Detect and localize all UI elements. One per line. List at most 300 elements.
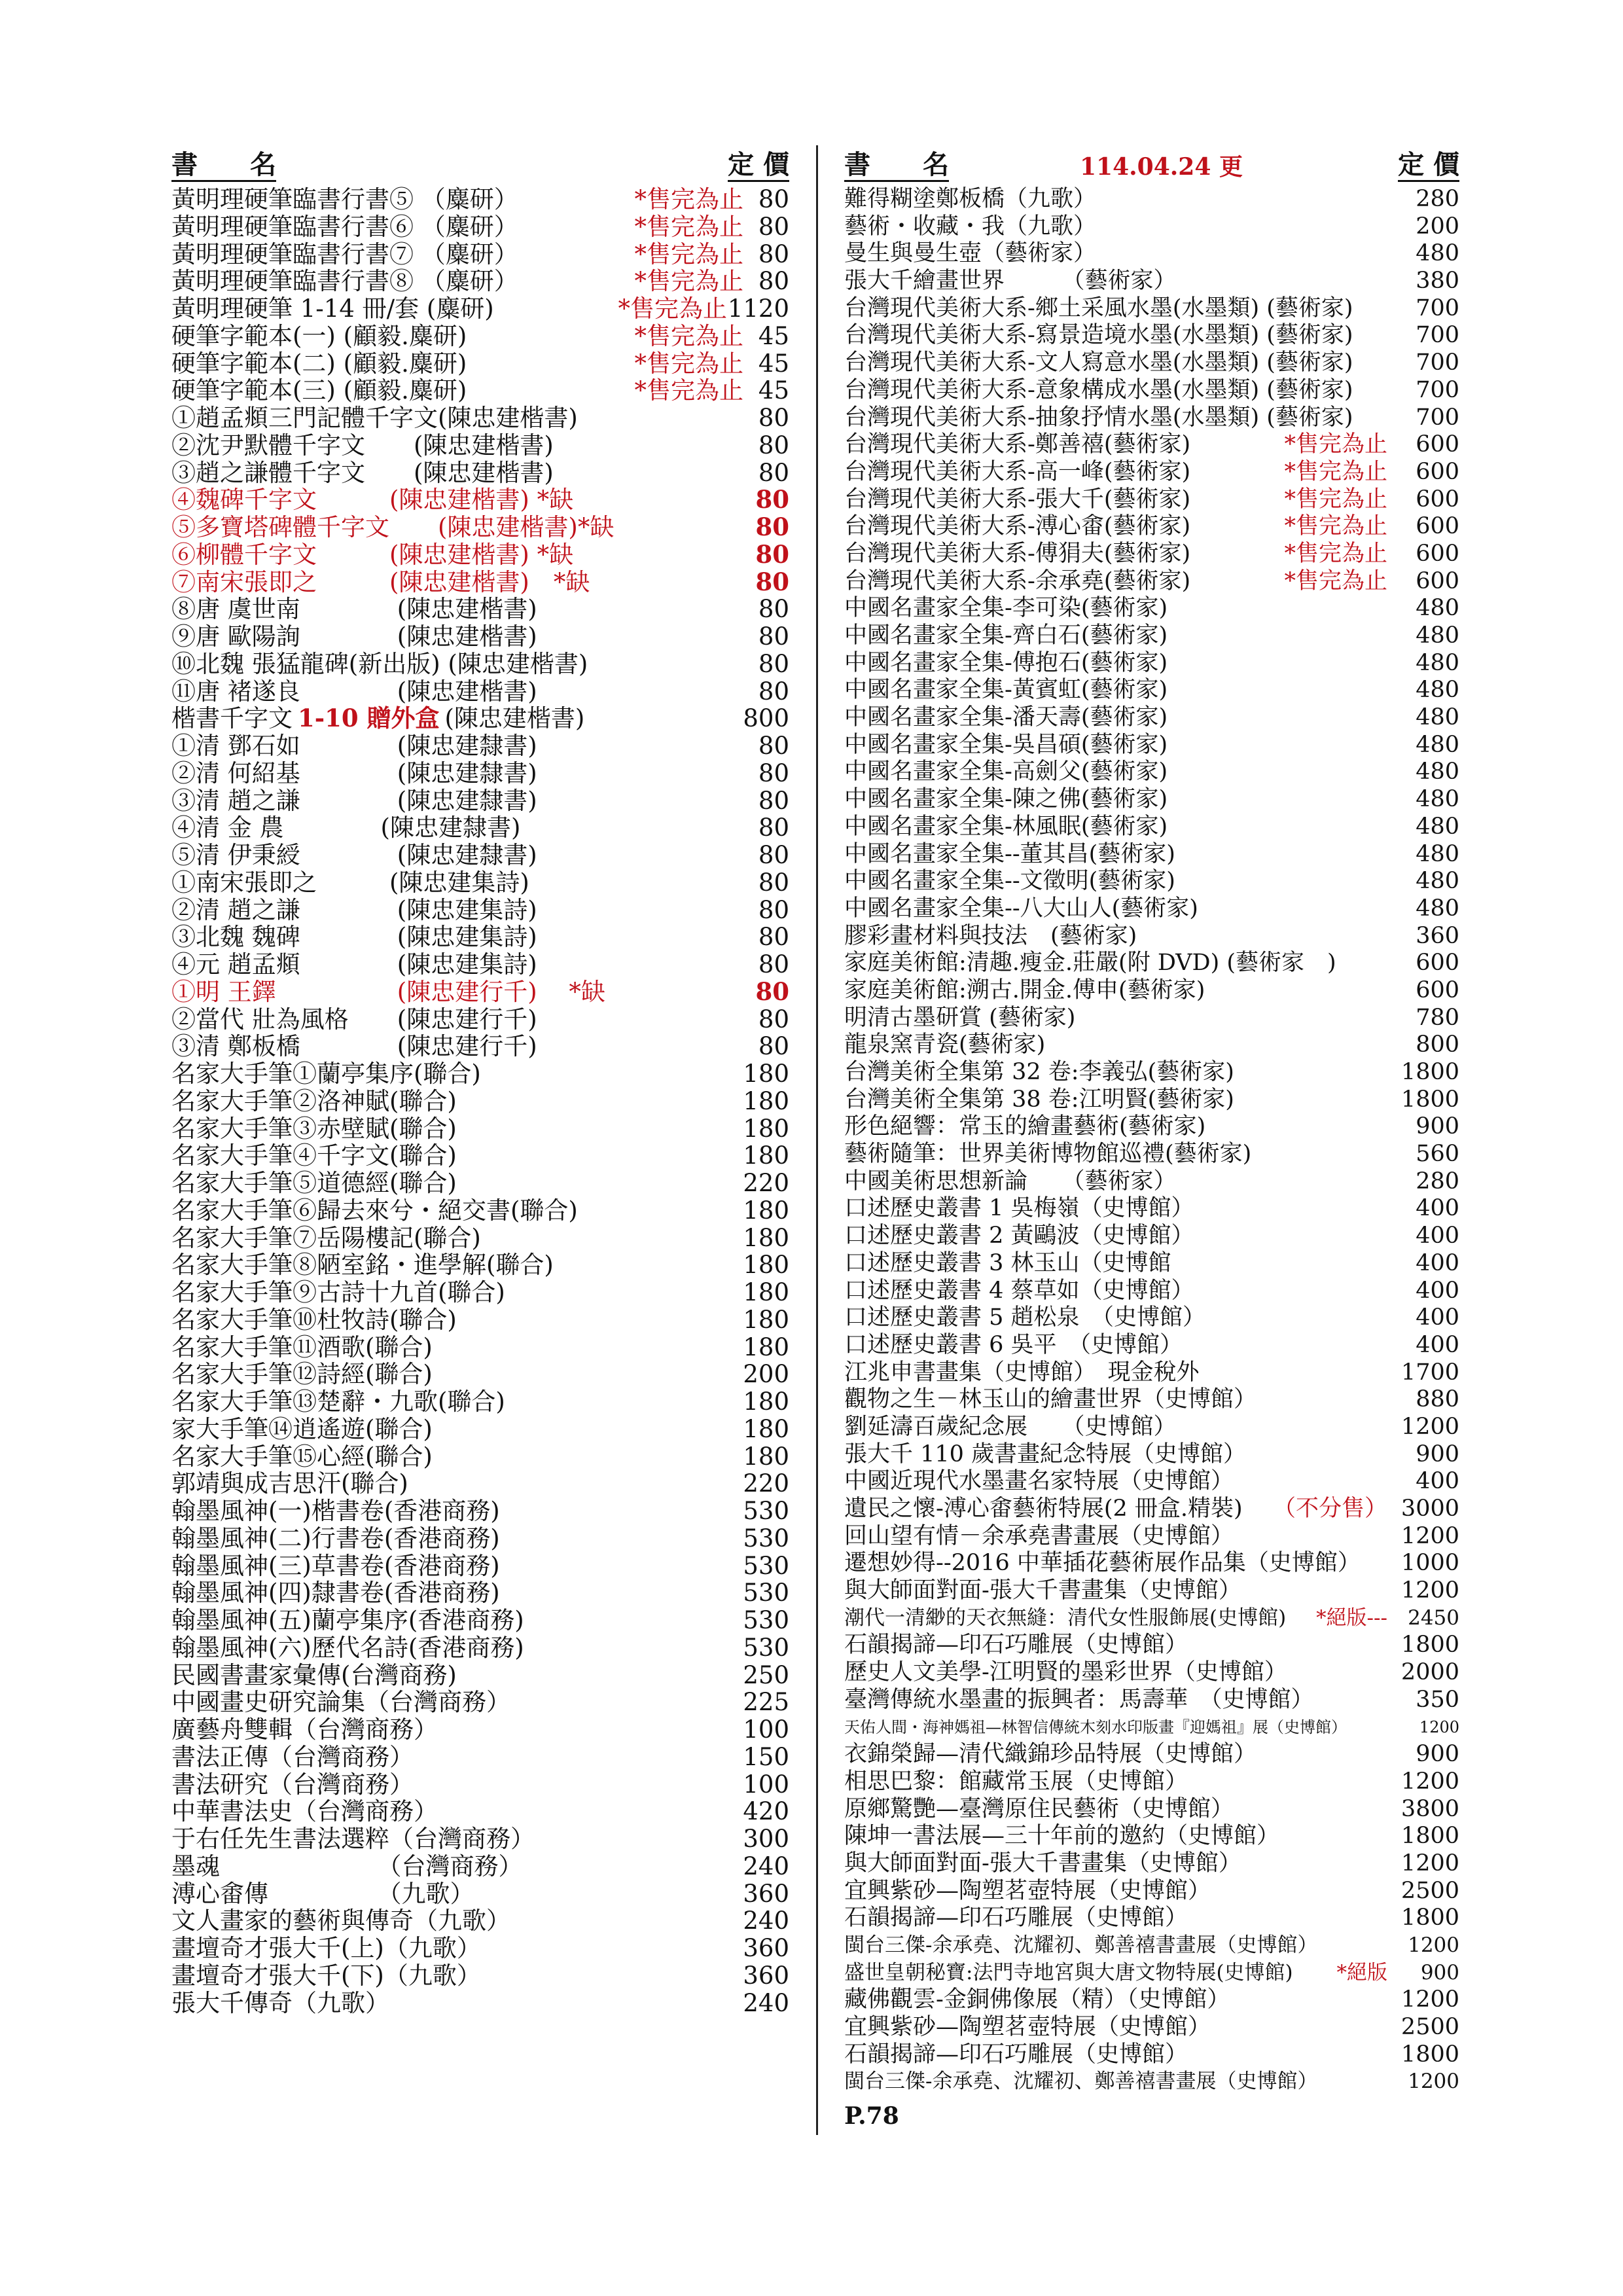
book-title: 台灣現代美術大系-寫景造境水墨(水墨類) (藝術家) (844, 322, 1353, 349)
price: 1200 (1400, 1413, 1459, 1440)
price: 80 (758, 814, 789, 842)
list-item (171, 1115, 789, 1143)
book-title: 相思巴黎：館藏常玉展（史博館） (844, 1768, 1188, 1795)
book-title: ④魏碑千字文 (陳忠建楷書) *缺 (171, 486, 574, 514)
book-title: ③清 趙之謙 (陳忠建隸書) (171, 786, 537, 815)
list-item (171, 705, 789, 732)
list-item (844, 814, 1459, 841)
book-title: 遺民之懷-溥心畬藝術特展(2 冊盒.精裝) (844, 1496, 1243, 1522)
price: 80 (755, 539, 789, 569)
list-item (844, 786, 1459, 814)
book-title: 曼生與曼生壺（藝術家） (844, 240, 1097, 267)
book-title: 名家大手筆⑬楚辭・九歌(聯合) (171, 1388, 505, 1416)
price: 480 (1416, 868, 1459, 895)
book-title: 宜興紫砂—陶塑茗壺特展（史博館） (844, 2014, 1211, 2041)
status-note: *售完為止 (618, 295, 727, 323)
list-item (844, 1550, 1459, 1577)
book-title: ④清 金 農 (陳忠建隸書) (171, 814, 521, 842)
price: 80 (758, 677, 789, 706)
status-note: *售完為止 (634, 321, 743, 350)
book-title: 石韻揭諦—印石巧雕展（史博館） (844, 1632, 1188, 1659)
book-title: 中國名畫家全集--八大山人(藝術家) (844, 895, 1198, 922)
book-title: 臺灣傳統水墨畫的振興者：馬壽華 （史博館） (844, 1686, 1314, 1713)
list-item (844, 1496, 1459, 1523)
list-item (844, 1332, 1459, 1359)
price: 180 (743, 1333, 789, 1361)
status-note: （不分售） (1272, 1496, 1387, 1522)
price: 400 (1416, 1195, 1459, 1222)
book-title: 中國名畫家全集-陳之佛(藝術家) (844, 786, 1168, 813)
list-item (844, 1005, 1459, 1032)
price: 600 (1416, 950, 1459, 977)
price-heading: 定 價 (728, 150, 789, 182)
book-title: 膠彩畫材料與技法 (藝術家) (844, 922, 1137, 949)
list-item (844, 1278, 1459, 1305)
book-title: 台灣現代美術大系-傅狷夫(藝術家) (844, 540, 1191, 567)
price: 280 (1416, 1168, 1459, 1194)
book-title: 黃明理硬筆臨書行書⑦ （麋研） (171, 240, 518, 268)
book-title: 宜興紫砂—陶塑茗壺特展（史博館） (844, 1877, 1211, 1904)
list-item (844, 1823, 1459, 1850)
price-heading: 定 價 (1398, 150, 1459, 182)
list-item (171, 623, 789, 651)
book-title: 黃明理硬筆臨書行書⑥ （麋研） (171, 212, 518, 241)
list-item (844, 2014, 1459, 2041)
book-title: 黃明理硬筆臨書行書⑧ （麋研） (171, 267, 518, 296)
list-item (171, 978, 789, 1006)
left-header (171, 149, 789, 186)
list-item (844, 1960, 1459, 1987)
list-item (171, 1716, 789, 1744)
list-item (844, 732, 1459, 759)
price: 480 (1416, 595, 1459, 622)
price: 1800 (1400, 1823, 1459, 1850)
book-title: ③趙之謙體千字文 (陳忠建楷書) (171, 458, 554, 487)
book-title: 台灣美術全集第 38 卷:江明賢(藝術家) (844, 1086, 1234, 1113)
status-note: *售完為止 (634, 376, 743, 405)
price: 180 (743, 1114, 789, 1143)
price: 1800 (1400, 1905, 1459, 1931)
list-item (844, 1796, 1459, 1823)
book-title: 台灣現代美術大系-鄭善禧(藝術家) (844, 431, 1191, 458)
list-item (844, 1168, 1459, 1196)
price: 420 (743, 1797, 789, 1826)
list-item (171, 1060, 789, 1088)
price: 480 (1416, 677, 1459, 704)
list-item (171, 596, 789, 623)
list-item (171, 787, 789, 815)
book-title: 中國名畫家全集-高劍父(藝術家) (844, 759, 1168, 785)
book-title: 書法研究（台灣商務） (171, 1770, 414, 1799)
book-title: 閩台三傑-余承堯、沈耀初、鄭善禧書畫展（史博館） (844, 1933, 1318, 1957)
book-title: 與大師面對面-張大千書畫集（史博館） (844, 1577, 1241, 1604)
book-title: 硬筆字範本(三) (顧毅.麋研) (171, 376, 467, 405)
list-item (171, 569, 789, 596)
price: 220 (743, 1469, 789, 1498)
book-title: 黃明理硬筆臨書行書⑤ （麋研） (171, 185, 518, 213)
status-note: *售完為止 (1284, 458, 1387, 485)
status-note: *售完為止 (1284, 486, 1387, 512)
price: 1000 (1400, 1550, 1459, 1577)
price: 480 (1416, 731, 1459, 758)
price: 180 (743, 1196, 789, 1225)
book-title: 中國畫史研究論集（台灣商務） (171, 1688, 510, 1717)
price: 600 (1416, 540, 1459, 567)
status-note: 1-10 贈外盒 (298, 704, 440, 733)
price: 150 (743, 1742, 789, 1771)
list-item (844, 268, 1459, 295)
book-title: ⑩北魏 張猛龍碑(新出版) (陳忠建楷書) (171, 649, 588, 678)
price: 180 (743, 1388, 789, 1416)
book-title: 石韻揭諦—印石巧雕展（史博館） (844, 2041, 1188, 2068)
price: 900 (1416, 1741, 1459, 1768)
price: 360 (1416, 922, 1459, 949)
list-item (171, 404, 789, 432)
list-item (171, 897, 789, 924)
list-item (171, 924, 789, 951)
book-title: 張大千傳奇（九歌） (171, 1988, 389, 2017)
book-title: 台灣現代美術大系-意象構成水墨(水墨類) (藝術家) (844, 376, 1353, 403)
price: 200 (1416, 213, 1459, 240)
book-title: 張大千繪畫世界 （藝術家） (844, 268, 1177, 295)
price: 360 (743, 1961, 789, 1990)
list-item (844, 677, 1459, 704)
right-header (844, 149, 1459, 186)
book-title: 龍泉窯青瓷(藝術家) (844, 1031, 1046, 1058)
price: 400 (1416, 1468, 1459, 1495)
price: 380 (1416, 268, 1459, 295)
list-item (844, 950, 1459, 977)
price: 1200 (1419, 1717, 1459, 1736)
book-title: 口述歷史叢書 2 黃鷗波（史博館） (844, 1223, 1194, 1249)
list-item (171, 486, 789, 514)
list-item (844, 1932, 1459, 1960)
price: 1800 (1400, 1059, 1459, 1085)
book-title: 台灣現代美術大系-高一峰(藝術家) (844, 458, 1191, 485)
book-title: 中國名畫家全集-齊白石(藝術家) (844, 622, 1168, 649)
list-item (171, 1470, 789, 1498)
price: 480 (1416, 649, 1459, 676)
list-item (844, 1632, 1459, 1659)
price: 80 (758, 404, 789, 432)
price: 220 (743, 1169, 789, 1197)
book-title: 中國名畫家全集-黃賓虹(藝術家) (844, 677, 1168, 704)
book-title: 台灣現代美術大系-余承堯(藝術家) (844, 567, 1191, 594)
price: 80 (758, 1032, 789, 1061)
price: 1800 (1400, 1632, 1459, 1659)
book-title: ⑨唐 歐陽詢 (陳忠建楷書) (171, 622, 537, 651)
list-item (844, 841, 1459, 869)
book-title: ③北魏 魏碑 (陳忠建集詩) (171, 923, 537, 952)
list-item (844, 541, 1459, 568)
book-title-group (171, 705, 584, 732)
price: 480 (1416, 240, 1459, 267)
price: 80 (758, 923, 789, 952)
book-title: 陳坤一書法展—三十年前的邀約（史博館） (844, 1823, 1280, 1850)
price: 480 (1416, 840, 1459, 867)
price: 80 (758, 185, 789, 213)
book-title: 文人畫家的藝術與傳奇（九歌） (171, 1907, 510, 1935)
list-item (171, 213, 789, 241)
list-item (171, 1798, 789, 1825)
price: 240 (743, 1907, 789, 1935)
book-title: 名家大手筆⑥歸去來兮・絕交書(聯合) (171, 1196, 578, 1225)
list-item (171, 1579, 789, 1607)
book-title: 藝術・收藏・我（九歌） (844, 213, 1097, 240)
book-title: 中國名畫家全集-吳昌碩(藝術家) (844, 731, 1168, 758)
book-title: 墨魂 （台灣商務） (171, 1852, 523, 1880)
price: 80 (758, 950, 789, 978)
book-title: 口述歷史叢書 4 蔡草如（史博館） (844, 1277, 1194, 1304)
list-item (171, 1607, 789, 1634)
book-title: 中國美術思想新論 （藝術家） (844, 1168, 1177, 1194)
price: 900 (1416, 1113, 1459, 1140)
book-title: 翰墨風神(三)草書卷(香港商務) (171, 1551, 500, 1580)
list-item (844, 1523, 1459, 1551)
price: 780 (1416, 1004, 1459, 1031)
list-item (844, 650, 1459, 677)
price: 80 (758, 267, 789, 296)
list-item (844, 568, 1459, 596)
list-item (844, 1850, 1459, 1878)
list-item (844, 1605, 1459, 1632)
price: 530 (743, 1633, 789, 1662)
list-item (844, 1031, 1459, 1059)
list-item (844, 1250, 1459, 1278)
price: 45 (758, 376, 789, 405)
book-title: 天佑人間・海神媽祖—林智信傳統木刻水印版畫『迎媽祖』展（史博館） (844, 1717, 1347, 1736)
price: 180 (743, 1278, 789, 1306)
book-title: ⑤多寶塔碑體千字文 (陳忠建楷書)*缺 (171, 513, 615, 541)
book-title: 閩台三傑-余承堯、沈耀初、鄭善禧書畫展（史博館） (844, 2070, 1318, 2094)
book-title: 名家大手筆⑤道德經(聯合) (171, 1169, 457, 1197)
book-title: 畫壇奇才張大千(上)（九歌） (171, 1934, 481, 1962)
price: 80 (758, 622, 789, 651)
price: 900 (1416, 1441, 1459, 1467)
price: 80 (758, 595, 789, 624)
book-title: 中華書法史（台灣商務） (171, 1797, 438, 1826)
book-title: 歷史人文美學-江明賢的墨彩世界（史博館） (844, 1659, 1287, 1686)
list-item (171, 1142, 789, 1170)
book-title: 遷想妙得--2016 中華插花藝術展作品集（史博館） (844, 1550, 1361, 1577)
price: 80 (758, 458, 789, 487)
price: 80 (755, 567, 789, 596)
list-item (844, 1687, 1459, 1714)
status-note: *售完為止 (1284, 567, 1387, 594)
list-item (171, 268, 789, 295)
book-title: ⑦南宋張即之 (陳忠建楷書) *缺 (171, 567, 590, 596)
book-title: 于右任先生書法選粹（台灣商務） (171, 1825, 535, 1853)
book-title: 劉延濤百歲紀念展 （史博館） (844, 1413, 1177, 1440)
list-item (844, 704, 1459, 732)
list-item (844, 1359, 1459, 1387)
list-item (171, 514, 789, 541)
list-item (844, 595, 1459, 622)
book-title: 翰墨風神(一)楷書卷(香港商務) (171, 1497, 500, 1525)
list-item (171, 1498, 789, 1525)
list-item (844, 1113, 1459, 1141)
price: 530 (743, 1551, 789, 1580)
list-item (171, 1771, 789, 1799)
book-title: 楷書千字文 (171, 704, 293, 733)
price: 1200 (1400, 1577, 1459, 1604)
book-title: 翰墨風神(四)隸書卷(香港商務) (171, 1579, 500, 1607)
book-title: 明清古墨研賞 (藝術家) (844, 1004, 1076, 1031)
status-note: *售完為止 (634, 240, 743, 268)
book-title: ④元 趙孟頫 (陳忠建集詩) (171, 950, 537, 978)
price: 480 (1416, 786, 1459, 813)
price: 800 (1416, 1031, 1459, 1058)
status-note: *絕版--- (1316, 1605, 1387, 1630)
price: 600 (1416, 513, 1459, 540)
price: 80 (758, 732, 789, 760)
book-title: ①南宋張即之 (陳忠建集詩) (171, 868, 529, 897)
price: 180 (743, 1141, 789, 1170)
book-title: ①明 王鐸 (陳忠建行千) *缺 (171, 977, 605, 1006)
list-item (171, 1935, 789, 1962)
list-item (171, 541, 789, 569)
list-item (844, 486, 1459, 514)
price: 80 (755, 512, 789, 541)
book-title: 中國名畫家全集-潘天壽(藝術家) (844, 704, 1168, 731)
price: 280 (1416, 186, 1459, 212)
book-title: 中國名畫家全集-林風眠(藝術家) (844, 813, 1168, 840)
price: 480 (1416, 622, 1459, 649)
list-item (171, 760, 789, 787)
book-title: 藝術隨筆：世界美術博物館巡禮(藝術家) (844, 1141, 1252, 1168)
book-title: 石韻揭諦—印石巧雕展（史博館） (844, 1905, 1188, 1931)
book-title: 民國書畫家彙傳(台灣商務) (171, 1660, 457, 1689)
list-item (844, 1577, 1459, 1605)
price: 700 (1416, 295, 1459, 321)
list-item (171, 1907, 789, 1935)
list-item (171, 1251, 789, 1279)
list-item (171, 459, 789, 487)
list-item (844, 350, 1459, 377)
book-title: 名家大手筆③赤壁賦(聯合) (171, 1114, 457, 1143)
price: 180 (743, 1086, 789, 1115)
list-item (844, 1414, 1459, 1441)
book-title: 盛世皇朝秘寶:法門寺地宮與大唐文物特展(史博館) (844, 1960, 1293, 1984)
book-title: 台灣現代美術大系-文人寫意水墨(水墨類) (藝術家) (844, 350, 1353, 376)
book-title: ②沈尹默體千字文 (陳忠建楷書) (171, 431, 554, 459)
book-title: 名家大手筆②洛神賦(聯合) (171, 1086, 457, 1115)
book-title: 衣錦榮歸—清代織錦珍品特展（史博館） (844, 1741, 1257, 1768)
list-item (844, 240, 1459, 268)
book-title: 名家大手筆⑫詩經(聯合) (171, 1360, 433, 1389)
price: 480 (1416, 704, 1459, 731)
price: 80 (758, 1005, 789, 1033)
book-title: 硬筆字範本(一) (顧毅.麋研) (171, 321, 467, 350)
list-item (844, 1986, 1459, 2014)
list-item (844, 1468, 1459, 1496)
list-item (844, 513, 1459, 541)
list-item (171, 1552, 789, 1580)
book-title: 中國名畫家全集-李可染(藝術家) (844, 595, 1168, 622)
book-title: 名家大手筆⑧陋室銘・進學解(聯合) (171, 1251, 554, 1280)
list-item (844, 213, 1459, 241)
book-name-heading: 書 名 (844, 150, 949, 182)
book-title: 郭靖與成吉思汗(聯合) (171, 1469, 408, 1498)
book-title: 回山望有情－余承堯書畫展（史博館） (844, 1522, 1234, 1549)
price: 250 (743, 1660, 789, 1689)
book-title: 口述歷史叢書 6 吳平 （史博館） (844, 1331, 1183, 1358)
list-item (171, 1634, 789, 1662)
list-item (171, 732, 789, 760)
list-item (171, 1361, 789, 1388)
book-title: 台灣現代美術大系-抽象抒情水墨(水墨類) (藝術家) (844, 404, 1353, 431)
price: 225 (743, 1688, 789, 1717)
price: 360 (743, 1934, 789, 1962)
list-item (844, 1768, 1459, 1796)
book-title: 台灣現代美術大系-鄉土采風水墨(水墨類) (藝術家) (844, 295, 1353, 321)
book-title: 形色絕響：常玉的繪畫藝術(藝術家) (844, 1113, 1206, 1140)
price: 400 (1416, 1249, 1459, 1276)
price: 1200 (1400, 1850, 1459, 1876)
list-item (171, 814, 789, 842)
price: 180 (743, 1251, 789, 1280)
update-date: 114.04.24 更 (1080, 153, 1243, 181)
list-item (171, 1825, 789, 1853)
price: 600 (1416, 431, 1459, 458)
price: 45 (758, 321, 789, 350)
book-title: ②當代 壯為風格 (陳忠建行千) (171, 1005, 537, 1033)
price: 900 (1420, 1960, 1459, 1984)
book-title: 黃明理硬筆 1-14 冊/套 (麋研) (171, 295, 494, 323)
price: 600 (1416, 567, 1459, 594)
list-item (844, 1086, 1459, 1114)
list-item (171, 651, 789, 678)
book-title: ②清 趙之謙 (陳忠建集詩) (171, 895, 537, 924)
list-item (171, 678, 789, 706)
book-title: 家庭美術館:溯古.開金.傅申(藝術家) (844, 977, 1205, 1003)
book-title: ⑪唐 褚遂良 (陳忠建楷書) (171, 677, 537, 706)
price: 880 (1416, 1386, 1459, 1413)
page-number: P.78 (844, 2102, 899, 2130)
list-item (844, 868, 1459, 895)
book-title: 觀物之生－林玉山的繪畫世界（史博館） (844, 1386, 1257, 1413)
list-item (171, 1443, 789, 1471)
list-item (171, 1662, 789, 1689)
list-item (171, 1744, 789, 1771)
list-item (171, 1088, 789, 1115)
list-item (844, 1059, 1459, 1086)
list-item (171, 323, 789, 350)
list-item (844, 2041, 1459, 2069)
price: 1200 (1408, 2070, 1459, 2094)
left-column (171, 149, 789, 2017)
list-item (844, 1441, 1459, 1469)
book-title: 中國近現代水墨畫名家特展（史博館） (844, 1468, 1234, 1495)
list-item (171, 186, 789, 213)
book-title: 溥心畬傳 （九歌） (171, 1879, 474, 1908)
book-title: 名家大手筆①蘭亭集序(聯合) (171, 1060, 481, 1088)
price: 700 (1416, 376, 1459, 403)
list-item (171, 1033, 789, 1060)
price: 800 (743, 704, 789, 733)
column-divider (816, 145, 818, 2135)
price: 360 (743, 1879, 789, 1908)
book-title: ⑥柳體千字文 (陳忠建楷書) *缺 (171, 540, 574, 569)
list-item (844, 1195, 1459, 1223)
list-item (844, 459, 1459, 486)
book-title: 原鄉驚艷—臺灣原住民藝術（史博館） (844, 1795, 1234, 1822)
price: 1200 (1408, 1933, 1459, 1957)
book-title: 口述歷史叢書 5 趙松泉 （史博館） (844, 1304, 1206, 1331)
book-title: 中國名畫家全集-傅抱石(藝術家) (844, 649, 1168, 676)
book-title: 名家大手筆⑩杜牧詩(聯合) (171, 1305, 457, 1334)
list-item (171, 1170, 789, 1197)
